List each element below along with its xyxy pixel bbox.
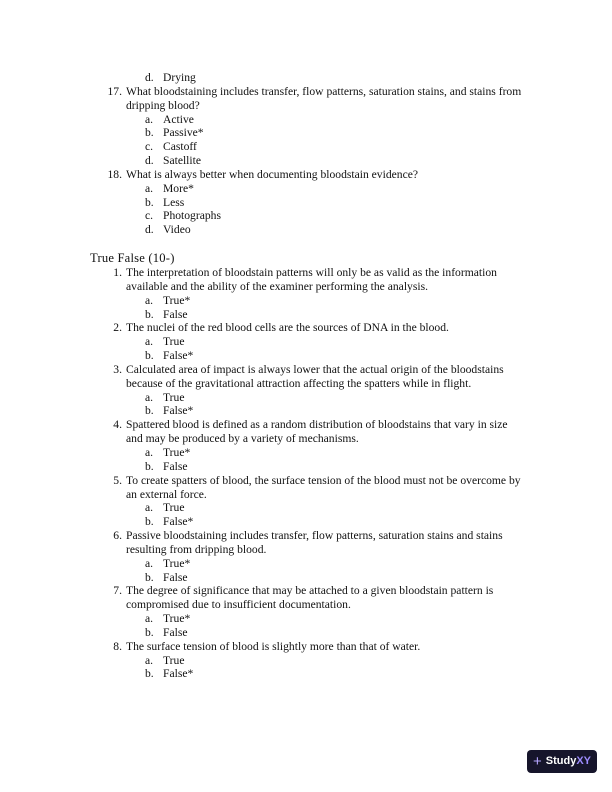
option-text: False* <box>163 404 194 418</box>
answer-option <box>0 126 612 140</box>
option-letter: a. <box>145 335 154 349</box>
question <box>0 85 522 113</box>
option-letter: b. <box>145 307 154 321</box>
option-letter: d. <box>145 223 154 237</box>
question-text: The degree of significance that may be attached to a given bloodstain pattern is compromised due to insufficient documentation. <box>126 584 494 612</box>
answer-option <box>0 667 612 681</box>
answer-option <box>0 654 612 668</box>
option-letter: b. <box>145 625 154 639</box>
option-letter: d. <box>145 71 154 84</box>
question-number: 6. <box>113 529 122 543</box>
question-number: 7. <box>113 584 122 598</box>
answer-option <box>0 140 612 154</box>
question <box>0 640 522 654</box>
answer-option <box>0 335 612 349</box>
option-text: False <box>163 570 188 584</box>
option-letter: a. <box>145 653 154 667</box>
option-letter: b. <box>145 349 154 363</box>
multiple-choice-continuation <box>0 71 612 237</box>
answer-option <box>0 515 612 529</box>
answer-option <box>0 626 612 640</box>
option-letter: b. <box>145 515 154 529</box>
option-letter: a. <box>145 390 154 404</box>
question-text: What is always better when documenting bloodstain evidence? <box>126 167 419 181</box>
plus-icon: + <box>532 753 542 770</box>
question <box>0 418 522 446</box>
option-letter: b. <box>145 404 154 418</box>
question-number: 4. <box>113 418 122 432</box>
question-text: Passive bloodstaining includes transfer, flow patterns, saturation stains and stains resulting from dripping blood. <box>126 529 503 556</box>
question <box>0 363 522 391</box>
answer-option <box>0 557 612 571</box>
option-text: Castoff <box>163 140 197 154</box>
option-letter: d. <box>145 154 154 168</box>
option-text: False <box>163 625 188 639</box>
answer-option <box>0 612 612 626</box>
logo-text-accent: XY <box>576 754 591 767</box>
answer-option <box>0 294 612 308</box>
question-text: To create spatters of blood, the surface tension of the blood must not be overcome by an external force. <box>126 473 521 501</box>
question-number: 8. <box>113 639 122 653</box>
option-letter: b. <box>145 459 154 473</box>
option-letter: c. <box>145 140 154 154</box>
answer-option <box>0 154 612 168</box>
option-text: False <box>163 307 188 321</box>
option-letter: b. <box>145 667 154 681</box>
answer-option <box>0 571 612 585</box>
answer-option <box>0 460 612 474</box>
option-letter: a. <box>145 556 154 570</box>
answer-option <box>0 391 612 405</box>
option-text: True* <box>163 556 191 570</box>
question-number: 3. <box>113 362 122 376</box>
option-letter: c. <box>145 209 154 223</box>
answer-option <box>0 501 612 515</box>
question <box>0 529 522 557</box>
option-letter: a. <box>145 181 154 195</box>
option-text: Active <box>163 112 194 126</box>
question-number: 2. <box>113 321 122 335</box>
question-text: The surface tension of blood is slightly more than that of water. <box>126 639 421 653</box>
option-text: False* <box>163 515 194 529</box>
answer-option <box>0 404 612 418</box>
option-text: More* <box>163 181 194 195</box>
option-letter: a. <box>145 112 154 126</box>
option-text: Passive* <box>163 126 204 140</box>
logo-text-main: Study <box>545 754 577 767</box>
question-number: 17. <box>107 84 122 98</box>
question-text: Calculated area of impact is always lower that the actual origin of the bloodstains because of the gravitational attraction affecting the spatters while in flight. <box>126 362 504 390</box>
option-letter: b. <box>145 126 154 140</box>
option-text: Satellite <box>163 154 201 168</box>
question-text: What bloodstaining includes transfer, flow patterns, saturation stains, and stains from dripping blood? <box>126 84 522 112</box>
answer-option <box>0 308 612 322</box>
question-number: 1. <box>113 266 122 279</box>
true-false-questions <box>0 266 612 681</box>
option-letter: b. <box>145 570 154 584</box>
option-text: Video <box>163 223 191 237</box>
answer-option <box>0 182 612 196</box>
question-number: 5. <box>113 473 122 487</box>
option-text: True <box>163 653 185 667</box>
option-text: Photographs <box>163 209 221 223</box>
option-text: False* <box>163 349 194 363</box>
true-false-section <box>0 251 612 681</box>
question-text: The interpretation of bloodstain patterns will only be as valid as the information available and the ability of the examiner performing the analysis. <box>126 266 497 293</box>
answer-option <box>0 349 612 363</box>
answer-option <box>0 209 612 223</box>
option-text: True* <box>163 293 191 307</box>
answer-option <box>0 223 612 237</box>
section-heading: True False (10-) <box>90 251 175 265</box>
question-number: 18. <box>107 167 122 181</box>
option-text: True* <box>163 445 191 459</box>
option-letter: a. <box>145 445 154 459</box>
option-text: False* <box>163 667 194 681</box>
option-letter: a. <box>145 501 154 515</box>
option-text: True <box>163 501 185 515</box>
studyxy-logo[interactable] <box>527 750 597 773</box>
option-text: False <box>163 459 188 473</box>
answer-option <box>0 196 612 210</box>
answer-option <box>0 446 612 460</box>
question-text: The nuclei of the red blood cells are the sources of DNA in the blood. <box>126 321 449 335</box>
question-text: Spattered blood is defined as a random distribution of bloodstains that vary in size and may be produced by a variety of mechanisms. <box>126 418 508 446</box>
option-text: Less <box>163 195 185 209</box>
option-text: Drying <box>163 71 196 84</box>
option-text: True <box>163 390 185 404</box>
question <box>0 168 522 182</box>
logo-text <box>546 755 591 769</box>
option-letter: a. <box>145 293 154 307</box>
option-letter: a. <box>145 612 154 626</box>
question <box>0 321 522 335</box>
answer-option <box>0 71 612 85</box>
question <box>0 474 522 502</box>
option-text: True <box>163 335 185 349</box>
question <box>0 584 522 612</box>
question <box>0 266 522 294</box>
option-letter: b. <box>145 195 154 209</box>
option-text: True* <box>163 612 191 626</box>
answer-option <box>0 113 612 127</box>
